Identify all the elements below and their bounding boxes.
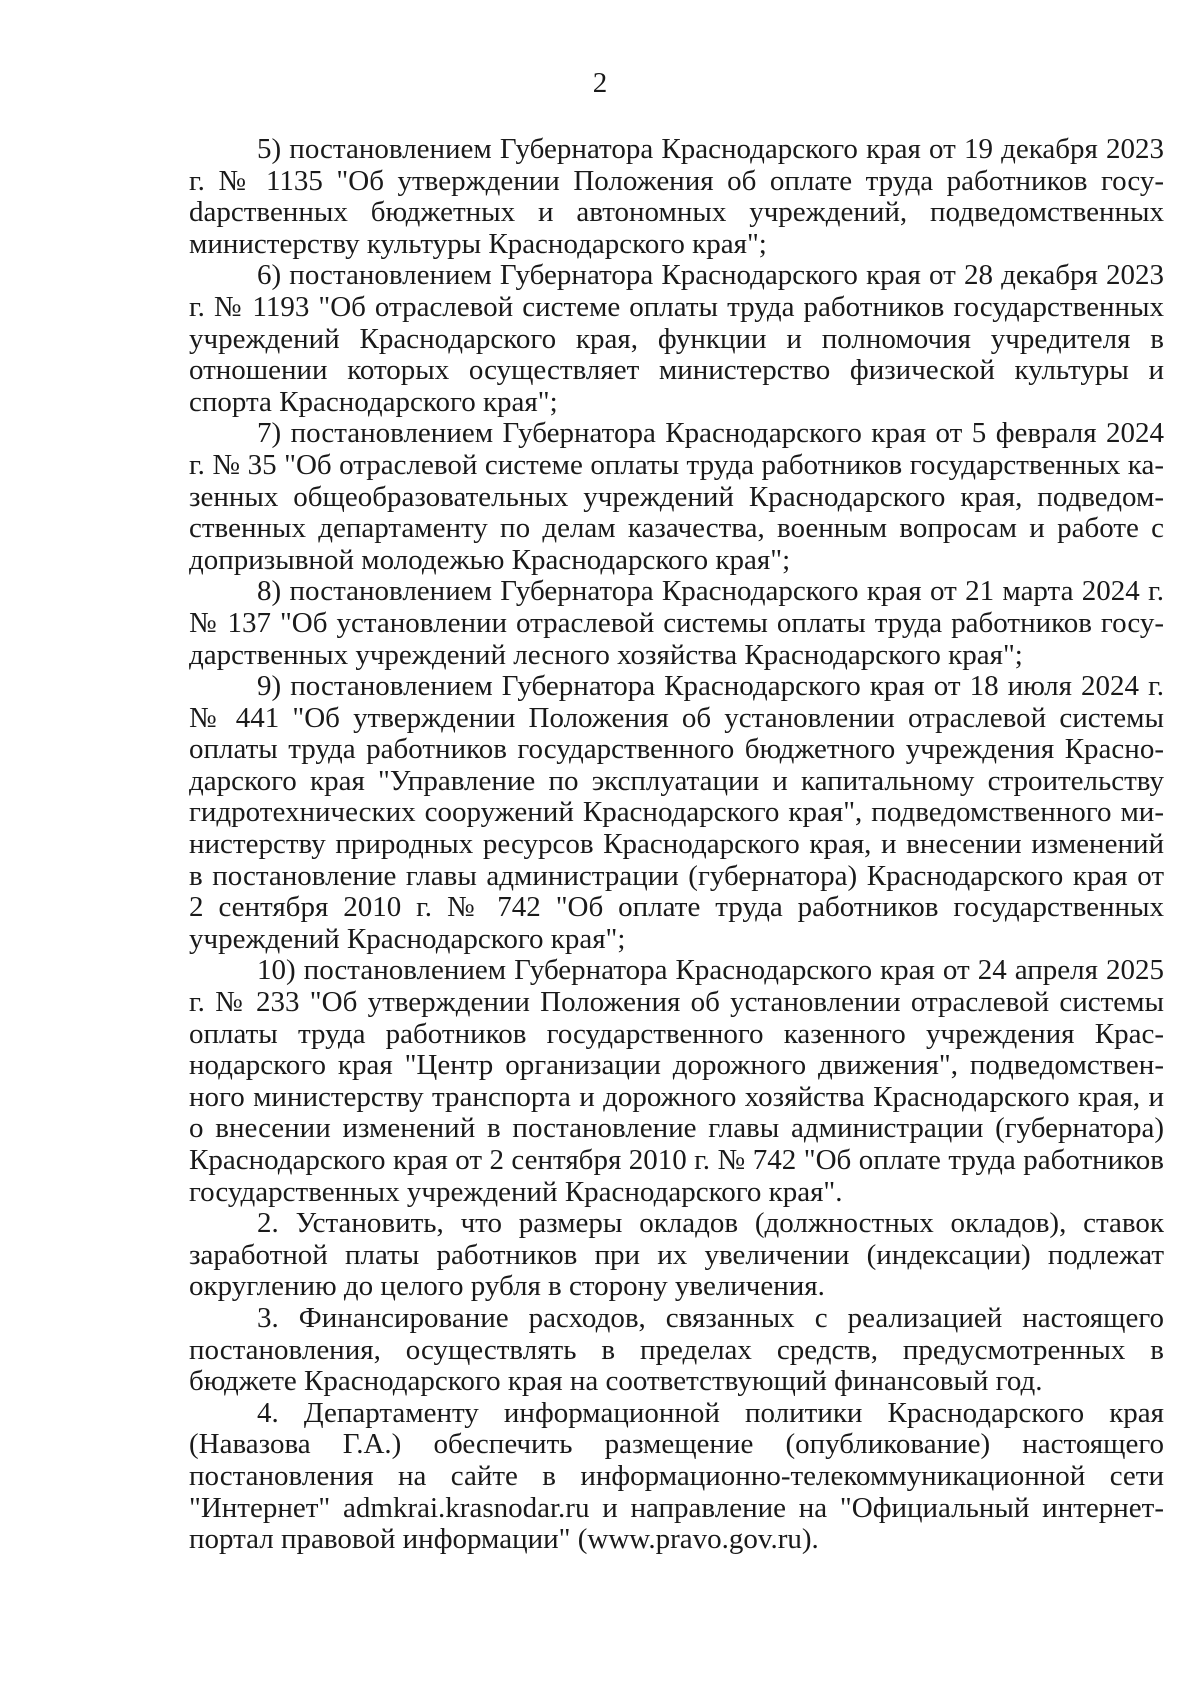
paragraph-item-7: 7) постановлением Губернатора Краснодарского края от 5 февраля 2024 г. № 35 "Об отраслевой системе оплаты труда работников государственных казенных общеобразовательных учреждений Краснодарского края, подведомственных департаменту по делам казачества, военным вопросам и работе с допризывной молодежью Краснодарского края"; xyxy=(189,417,1164,576)
paragraph-item-8: 8) постановлением Губернатора Краснодарского края от 21 марта 2024 г. № 137 "Об установлении отраслевой системы оплаты труда работников государственных учреждений лесного хозяйства Краснодарского края"; xyxy=(189,575,1164,671)
paragraph-clause-2: 2. Установить, что размеры окладов (должностных окладов), ставок заработной платы работников при их увеличении (индексации) подлежат округлению до целого рубля в сторону увеличения. xyxy=(189,1207,1164,1303)
paragraph-clause-3: 3. Финансирование расходов, связанных с реализацией настоящего постановления, осуществлять в пределах средств, предусмотренных в бюджете Краснодарского края на соответствующий финансовый год. xyxy=(189,1301,1164,1398)
paragraph-item-10: 10) постановлением Губернатора Краснодарского края от 24 апреля 2025 г. № 233 "Об утверждении Положения об установлении отраслевой системы оплаты труда работников государственного казенного учреждения Краснодарского края "Центр организации дорожного движения", подведомственного министерству транспорта и дорожного хозяйства Краснодарского края, и о внесении изменений в постановление главы администрации (губернатора) Краснодарского края от 2 сентября 2010 г. № 742 "Об оплате труда работников государственных учреждений Краснодарского края". xyxy=(189,954,1164,1208)
paragraph-item-9: 9) постановлением Губернатора Краснодарского края от 18 июля 2024 г. № 441 "Об утверждении Положения об установлении отраслевой системы оплаты труда работников государственного бюджетного учреждения Краснодарского края "Управление по эксплуатации и капитальному строительству гидротехнических сооружений Краснодарского края", подведомственного министерству природных ресурсов Краснодарского края, и внесении изменений в постановление главы администрации (губернатора) Краснодарского края от 2 сентября 2010 г. № 742 "Об оплате труда работников государственных учреждений Краснодарского края"; xyxy=(189,670,1164,955)
page-number: 2 xyxy=(592,67,608,99)
document-body xyxy=(189,134,1164,1556)
paragraph-item-6: 6) постановлением Губернатора Краснодарского края от 28 декабря 2023 г. № 1193 "Об отраслевой системе оплаты труда работников государственных учреждений Краснодарского края, функции и полномочия учредителя в отношении которых осуществляет министерство физической культуры и спорта Краснодарского края"; xyxy=(189,259,1164,418)
paragraph-item-5: 5) постановлением Губернатора Краснодарского края от 19 декабря 2023 г. № 1135 "Об утверждении Положения об оплате труда работников госуdарственных бюджетных и автономных учреждений, подведомственных министерству культуры Краснодарского края"; xyxy=(189,133,1164,260)
paragraph-clause-4: 4. Департаменту информационной политики Краснодарского края (Навазова Г.А.) обеспечить размещение (опубликование) настоящего постановления на сайте в информационно-телекоммуникационной сети "Интернет" admkrai.krasnodar.ru и направление на "Официальный интернет-портал правовой информации" (www.pravo.gov.ru). xyxy=(189,1396,1164,1556)
